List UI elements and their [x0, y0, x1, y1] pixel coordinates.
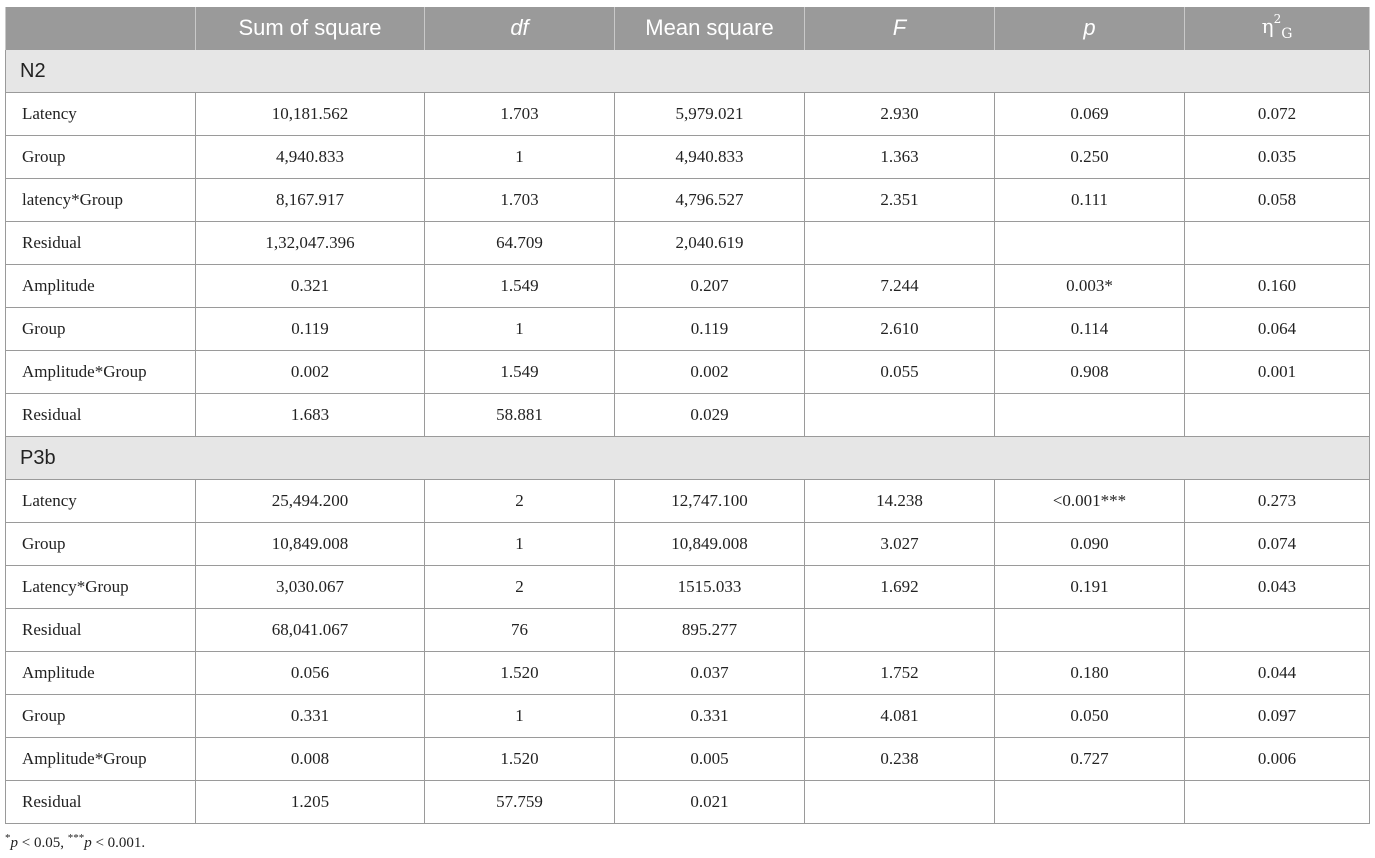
- eta-sub: G: [1281, 26, 1293, 42]
- eta-sup: 2: [1273, 12, 1282, 27]
- p-cell: 0.050: [995, 695, 1185, 738]
- table-row: [6, 523, 1370, 566]
- mean-square-cell: 2,040.619: [615, 222, 805, 265]
- sum-of-square-cell: 0.002: [196, 351, 425, 394]
- eta-cell: 0.064: [1185, 308, 1370, 351]
- row-label: latency*Group: [6, 179, 196, 222]
- df-cell: 1: [425, 523, 615, 566]
- f-cell: 7.244: [805, 265, 995, 308]
- f-cell: [805, 609, 995, 652]
- header-eta-squared-g: [1185, 7, 1370, 50]
- sum-of-square-cell: 0.008: [196, 738, 425, 781]
- table-row: [6, 738, 1370, 781]
- eta-cell: 0.160: [1185, 265, 1370, 308]
- df-cell: 57.759: [425, 781, 615, 824]
- df-cell: 1: [425, 308, 615, 351]
- f-cell: [805, 781, 995, 824]
- row-label: Amplitude: [6, 265, 196, 308]
- f-cell: 3.027: [805, 523, 995, 566]
- mean-square-cell: 4,940.833: [615, 136, 805, 179]
- f-cell: 2.351: [805, 179, 995, 222]
- header-row: [6, 7, 1370, 50]
- df-cell: 1.703: [425, 93, 615, 136]
- mean-square-cell: 895.277: [615, 609, 805, 652]
- mean-square-cell: 12,747.100: [615, 480, 805, 523]
- header-sum-of-square: Sum of square: [196, 7, 425, 50]
- f-cell: 1.752: [805, 652, 995, 695]
- header-df: df: [425, 7, 615, 50]
- row-label: Residual: [6, 781, 196, 824]
- sum-of-square-cell: 1,32,047.396: [196, 222, 425, 265]
- sum-of-square-cell: 0.331: [196, 695, 425, 738]
- row-label: Amplitude: [6, 652, 196, 695]
- df-cell: 1.549: [425, 265, 615, 308]
- sum-of-square-cell: 1.205: [196, 781, 425, 824]
- eta-cell: 0.072: [1185, 93, 1370, 136]
- f-cell: 14.238: [805, 480, 995, 523]
- header-p: p: [995, 7, 1185, 50]
- sum-of-square-cell: 0.321: [196, 265, 425, 308]
- mean-square-cell: 0.005: [615, 738, 805, 781]
- footnote-star-3: ***: [67, 832, 85, 844]
- sum-of-square-cell: 1.683: [196, 394, 425, 437]
- eta-cell: 0.074: [1185, 523, 1370, 566]
- row-label: Residual: [6, 222, 196, 265]
- section-row: [6, 437, 1370, 480]
- row-label: Latency*Group: [6, 566, 196, 609]
- eta-cell: [1185, 394, 1370, 437]
- table-row: [6, 695, 1370, 738]
- eta-cell: 0.044: [1185, 652, 1370, 695]
- footnote-threshold-1: < 0.05,: [18, 835, 68, 851]
- p-cell: 0.069: [995, 93, 1185, 136]
- footnote-threshold-2: < 0.001.: [91, 835, 146, 851]
- row-label: Group: [6, 523, 196, 566]
- sum-of-square-cell: 25,494.200: [196, 480, 425, 523]
- eta-cell: [1185, 781, 1370, 824]
- row-label: Residual: [6, 394, 196, 437]
- footnote-p-2: p: [84, 835, 92, 851]
- table-row: [6, 136, 1370, 179]
- sum-of-square-cell: 10,181.562: [196, 93, 425, 136]
- eta-cell: 0.058: [1185, 179, 1370, 222]
- table-row: [6, 566, 1370, 609]
- mean-square-cell: 4,796.527: [615, 179, 805, 222]
- mean-square-cell: 0.331: [615, 695, 805, 738]
- p-cell: 0.114: [995, 308, 1185, 351]
- mean-square-cell: 0.021: [615, 781, 805, 824]
- p-cell: 0.250: [995, 136, 1185, 179]
- mean-square-cell: 0.002: [615, 351, 805, 394]
- df-cell: 64.709: [425, 222, 615, 265]
- sum-of-square-cell: 0.119: [196, 308, 425, 351]
- table-row: [6, 609, 1370, 652]
- df-cell: 2: [425, 480, 615, 523]
- p-cell: 0.111: [995, 179, 1185, 222]
- row-label: Group: [6, 308, 196, 351]
- section-title: N2: [6, 50, 1370, 93]
- mean-square-cell: 1515.033: [615, 566, 805, 609]
- p-cell: [995, 609, 1185, 652]
- row-label: Residual: [6, 609, 196, 652]
- table-row: [6, 781, 1370, 824]
- header-f: F: [805, 7, 995, 50]
- p-cell: 0.727: [995, 738, 1185, 781]
- mean-square-cell: 0.207: [615, 265, 805, 308]
- eta-base: η: [1261, 14, 1274, 38]
- table-row: [6, 222, 1370, 265]
- df-cell: 1.520: [425, 652, 615, 695]
- df-cell: 1.520: [425, 738, 615, 781]
- df-cell: 1.703: [425, 179, 615, 222]
- section-title: P3b: [6, 437, 1370, 480]
- anova-table-container: [5, 7, 1369, 824]
- table-row: [6, 265, 1370, 308]
- eta-cell: 0.043: [1185, 566, 1370, 609]
- f-cell: 2.610: [805, 308, 995, 351]
- p-cell: [995, 781, 1185, 824]
- footnote-star-1: *: [5, 832, 11, 844]
- f-cell: [805, 394, 995, 437]
- table-footnote: [5, 832, 145, 852]
- row-label: Group: [6, 136, 196, 179]
- row-label: Amplitude*Group: [6, 738, 196, 781]
- sum-of-square-cell: 68,041.067: [196, 609, 425, 652]
- eta-cell: [1185, 609, 1370, 652]
- sum-of-square-cell: 0.056: [196, 652, 425, 695]
- header-mean-square: Mean square: [615, 7, 805, 50]
- table-row: [6, 394, 1370, 437]
- p-cell: 0.090: [995, 523, 1185, 566]
- p-cell: <0.001***: [995, 480, 1185, 523]
- df-cell: 1.549: [425, 351, 615, 394]
- eta-cell: 0.006: [1185, 738, 1370, 781]
- p-cell: 0.908: [995, 351, 1185, 394]
- mean-square-cell: 0.119: [615, 308, 805, 351]
- table-body: [6, 50, 1370, 824]
- mean-square-cell: 0.029: [615, 394, 805, 437]
- df-cell: 2: [425, 566, 615, 609]
- footnote-p-1: p: [10, 835, 18, 851]
- row-label: Latency: [6, 480, 196, 523]
- sum-of-square-cell: 4,940.833: [196, 136, 425, 179]
- f-cell: 4.081: [805, 695, 995, 738]
- table-row: [6, 351, 1370, 394]
- eta-cell: 0.273: [1185, 480, 1370, 523]
- f-cell: 2.930: [805, 93, 995, 136]
- table-row: [6, 480, 1370, 523]
- row-label: Latency: [6, 93, 196, 136]
- sum-of-square-cell: 8,167.917: [196, 179, 425, 222]
- p-cell: [995, 394, 1185, 437]
- section-row: [6, 50, 1370, 93]
- eta-cell: 0.035: [1185, 136, 1370, 179]
- sum-of-square-cell: 10,849.008: [196, 523, 425, 566]
- sum-of-square-cell: 3,030.067: [196, 566, 425, 609]
- f-cell: [805, 222, 995, 265]
- df-cell: 76: [425, 609, 615, 652]
- table-row: [6, 93, 1370, 136]
- p-cell: [995, 222, 1185, 265]
- eta-cell: 0.001: [1185, 351, 1370, 394]
- row-label: Amplitude*Group: [6, 351, 196, 394]
- table-row: [6, 652, 1370, 695]
- anova-table: [5, 7, 1370, 824]
- df-cell: 58.881: [425, 394, 615, 437]
- f-cell: 0.238: [805, 738, 995, 781]
- table-row: [6, 179, 1370, 222]
- f-cell: 1.692: [805, 566, 995, 609]
- p-cell: 0.180: [995, 652, 1185, 695]
- row-label: Group: [6, 695, 196, 738]
- eta-cell: [1185, 222, 1370, 265]
- table-row: [6, 308, 1370, 351]
- p-cell: 0.003*: [995, 265, 1185, 308]
- df-cell: 1: [425, 695, 615, 738]
- f-cell: 1.363: [805, 136, 995, 179]
- mean-square-cell: 0.037: [615, 652, 805, 695]
- eta-cell: 0.097: [1185, 695, 1370, 738]
- f-cell: 0.055: [805, 351, 995, 394]
- header-blank: [6, 7, 196, 50]
- mean-square-cell: 5,979.021: [615, 93, 805, 136]
- df-cell: 1: [425, 136, 615, 179]
- mean-square-cell: 10,849.008: [615, 523, 805, 566]
- p-cell: 0.191: [995, 566, 1185, 609]
